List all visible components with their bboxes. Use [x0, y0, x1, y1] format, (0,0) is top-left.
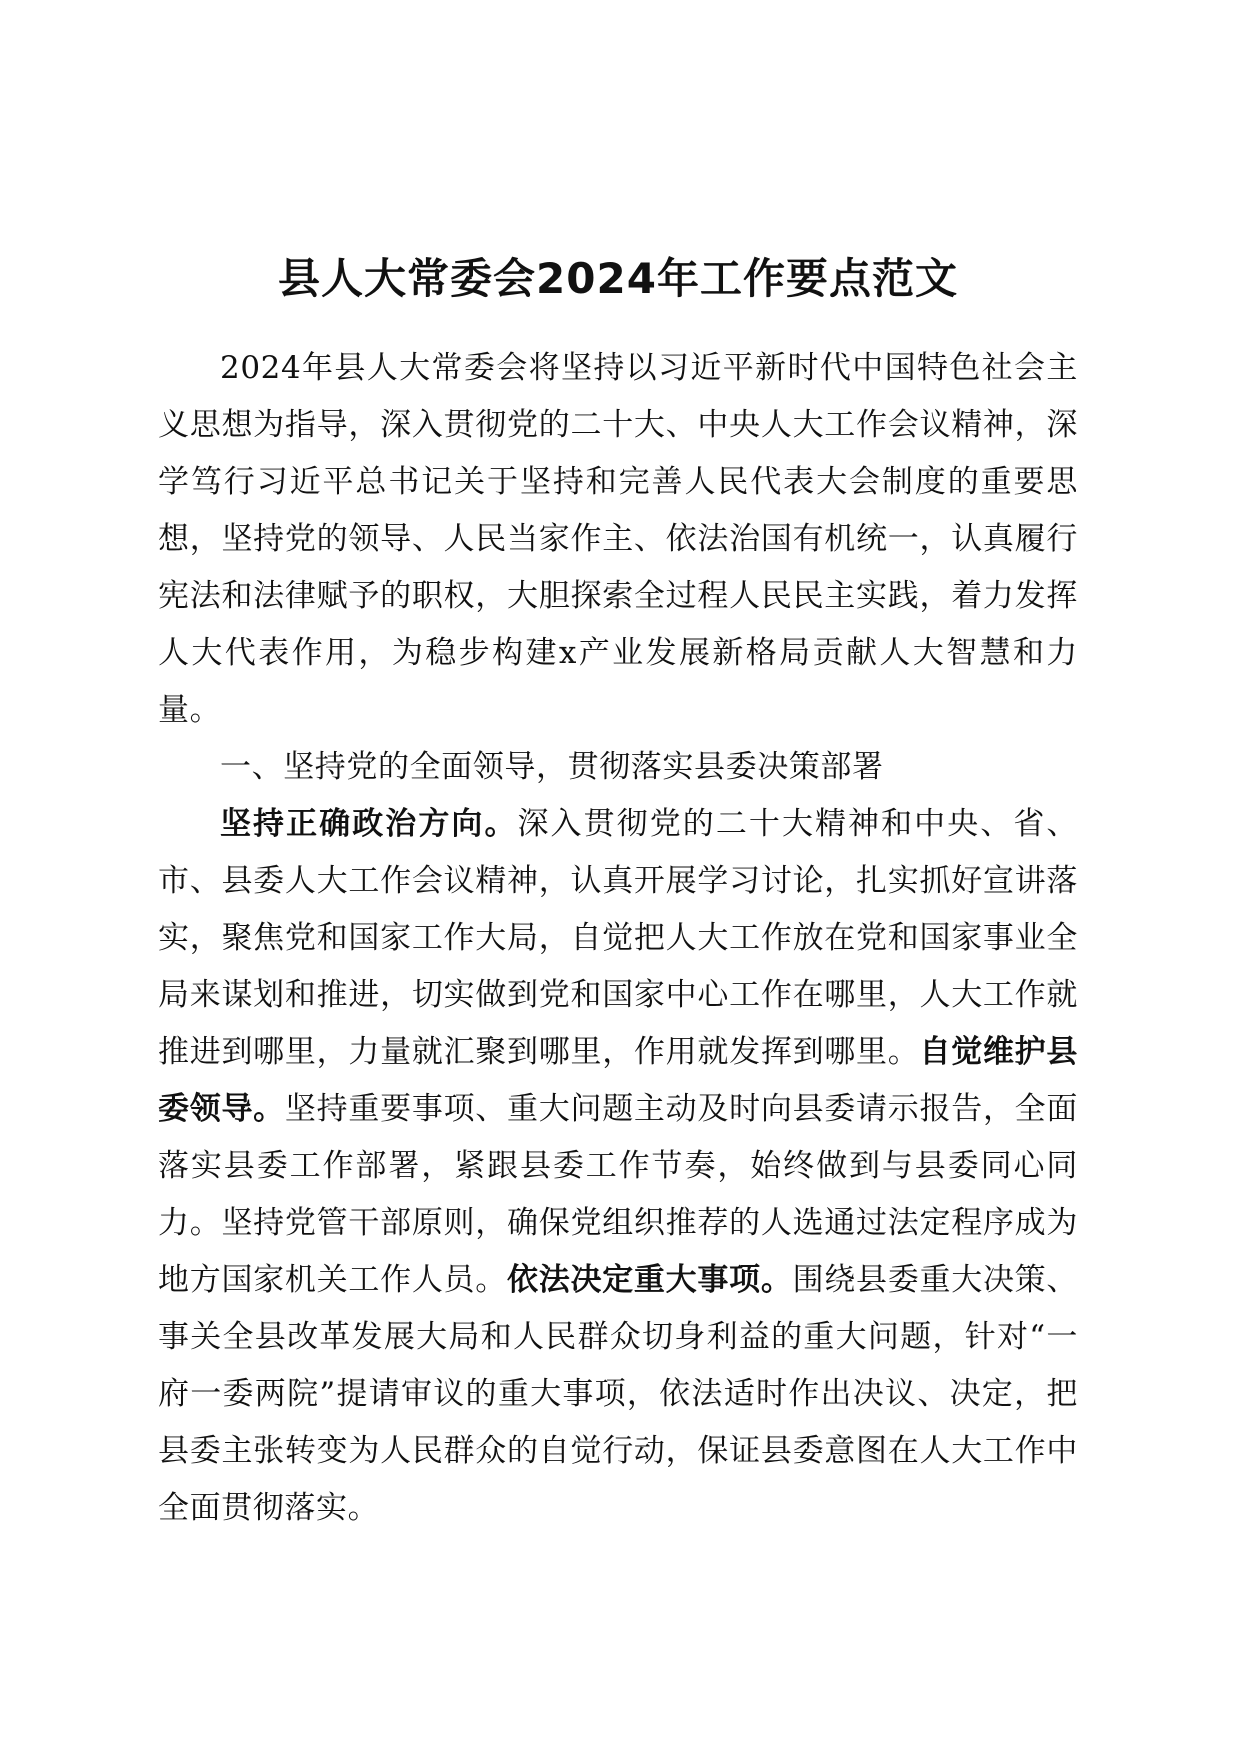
document-body	[158, 250, 1078, 1537]
paragraph-text-political-direction: 深入贯彻党的二十大精神和中央、省、市、县委人大工作会议精神，认真开展学习讨论，扎实抓好宣讲落实，聚焦党和国家工作大局，自觉把人大工作放在党和国家事业全局来谋划和推进，切实做到党和国家中心工作在哪里，人大工作就推进到哪里，力量就汇聚到哪里，作用就发挥到哪里。	[158, 806, 1078, 1070]
intro-paragraph: 2024年县人大常委会将坚持以习近平新时代中国特色社会主义思想为指导，深入贯彻党的二十大、中央人大工作会议精神，深学笃行习近平总书记关于坚持和完善人民代表大会制度的重要思想，坚持党的领导、人民当家作主、依法治国有机统一，认真履行宪法和法律赋予的职权，大胆探索全过程人民民主实践，着力发挥人大代表作用，为稳步构建x产业发展新格局贡献人大智慧和力量。	[158, 350, 1078, 728]
paragraph-text-county-leadership: 坚持重要事项、重大问题主动及时向县委请示报告，全面落实县委工作部署，紧跟县委工作节奏，始终做到与县委同心同力。坚持党管干部原则，确保党组织推荐的人选通过法定程序成为地方国家机关工作人员。	[158, 1091, 1078, 1298]
section-paragraph	[158, 796, 1078, 1537]
document-title: 县人大常委会2024年工作要点范文	[278, 254, 958, 303]
section-heading: 一、坚持党的全面领导，贯彻落实县委决策部署	[220, 749, 884, 785]
lead-phrase-political-direction: 坚持正确政治方向。	[220, 806, 518, 842]
lead-phrase-major-matters: 依法决定重大事项。	[507, 1262, 793, 1298]
lead-phrase-county-leadership: 自觉维护县委领导。	[158, 1034, 1078, 1127]
paragraph-text-major-matters: 围绕县委重大决策、事关全县改革发展大局和人民群众切身利益的重大问题，针对“一府一委两院”提请审议的重大事项，依法适时作出决议、决定，把县委主张转变为人民群众的自觉行动，保证县委意图在人大工作中全面贯彻落实。	[158, 1262, 1078, 1526]
